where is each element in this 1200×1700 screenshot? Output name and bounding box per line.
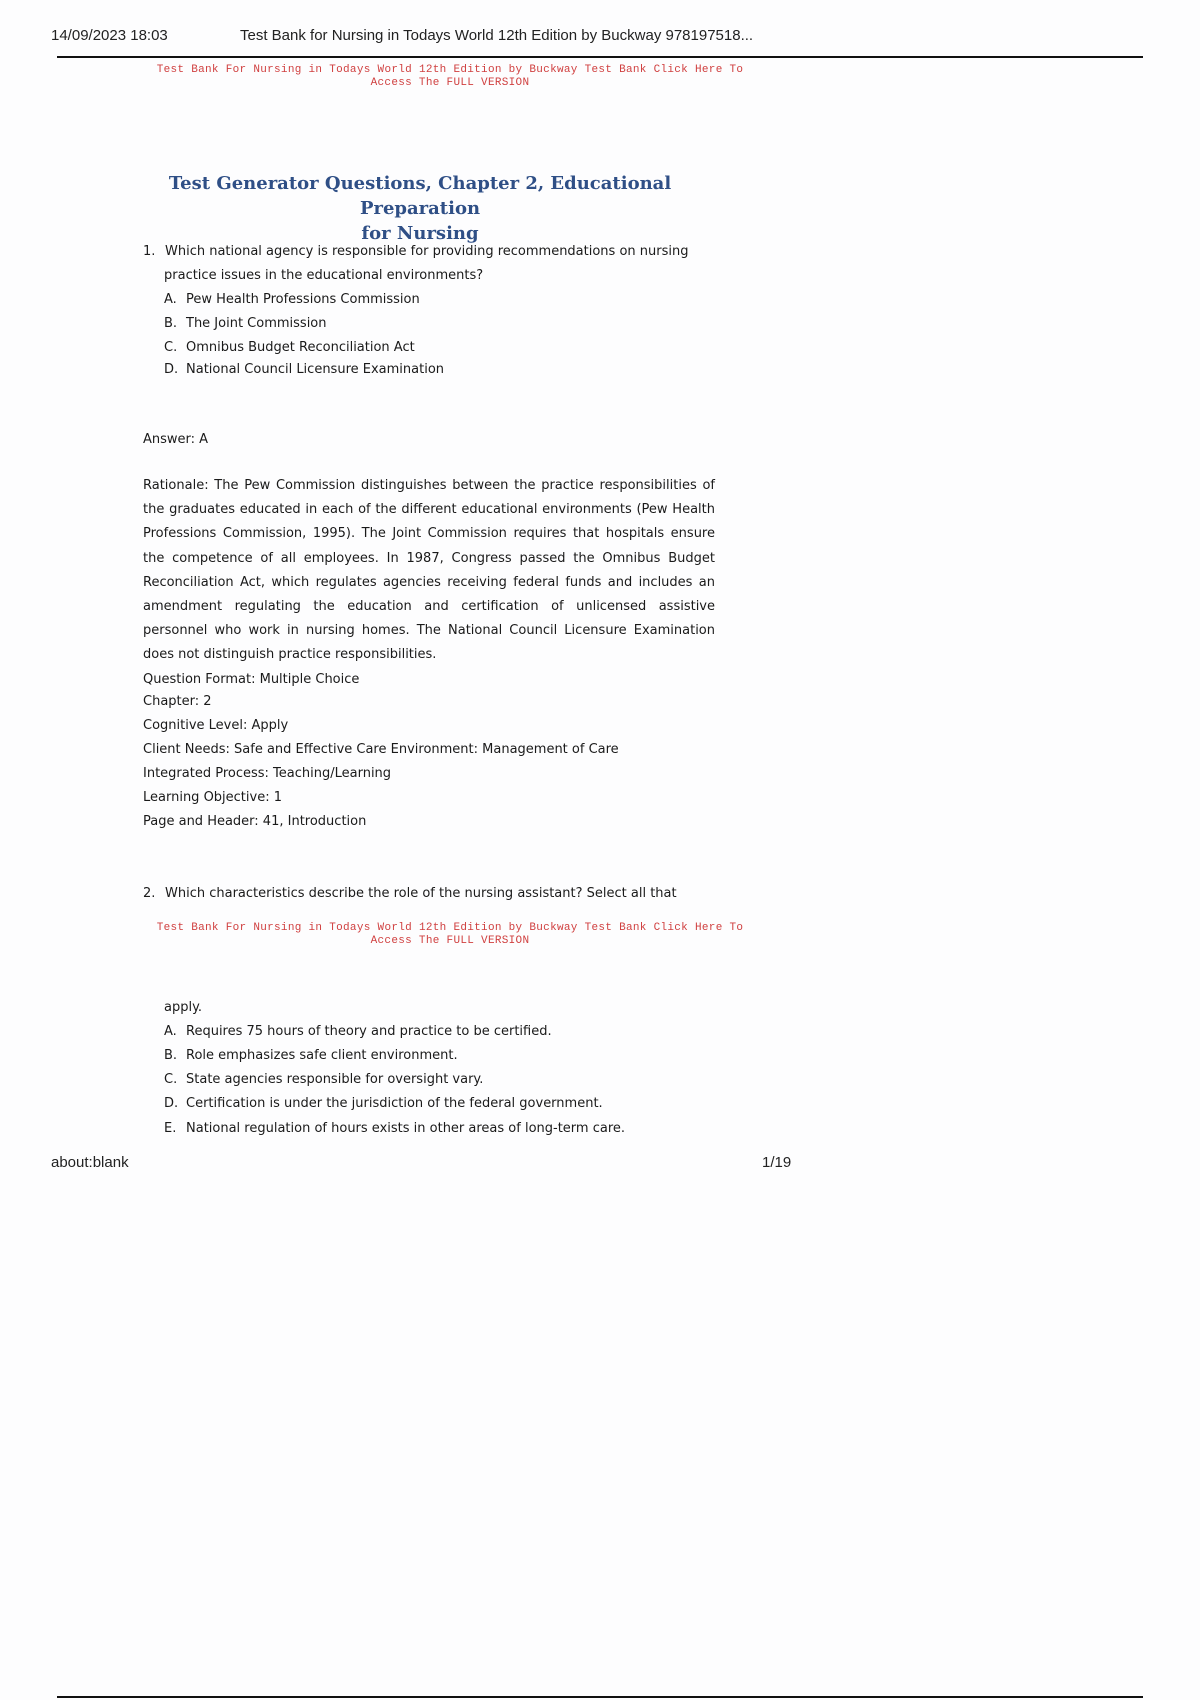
question-1-option-d [164, 358, 444, 382]
meta-chapter: Chapter: 2 [143, 694, 212, 709]
meta-question-format: Question Format: Multiple Choice [143, 672, 360, 687]
print-page-number: 1/19 [762, 1154, 792, 1171]
question-1-text-line-2: practice issues in the educational environments? [164, 268, 484, 283]
question-1-option-a [164, 288, 420, 312]
option-letter: B. [164, 1048, 178, 1063]
watermark-line-1[interactable]: Test Bank For Nursing in Todays World 12th Edition by Buckway Test Bank Click Here To [156, 64, 744, 76]
meta-page-header: Page and Header: 41, Introduction [143, 814, 367, 829]
print-datetime: 14/09/2023 18:03 [51, 27, 168, 44]
watermark-top[interactable] [60, 64, 840, 90]
option-letter: D. [164, 1096, 179, 1111]
option-letter: C. [164, 340, 178, 355]
watermark-line-2[interactable]: Access The FULL VERSION [370, 935, 530, 947]
question-2-number: 2. [143, 886, 156, 901]
question-1-rationale: Rationale: The Pew Commission distinguishes between the practice responsibilities of the graduates educated in each of the different educational environments (Pew Health Professions Commission, 1995). The Joint Commission requires that hospitals ensure the competence of all employees. In 1987, Congress passed the Omnibus Budget Reconciliation Act, which regulates agencies receiving federal funds and includes an amendment regulating the education and certification of unlicensed assistive personnel who work in nursing homes. The National Council Licensure Examination does not distinguish practice responsibilities. [143, 478, 715, 663]
question-2-text-line-1: Which characteristics describe the role of the nursing assistant? Select all that [165, 886, 677, 901]
option-letter: C. [164, 1072, 178, 1087]
question-2-option-b [164, 1044, 458, 1068]
question-2-text-line-2: apply. [164, 1000, 203, 1015]
document-title-line-2: for Nursing [361, 223, 479, 244]
meta-integrated-process: Integrated Process: Teaching/Learning [143, 766, 392, 781]
question-2-option-c [164, 1068, 483, 1092]
option-text: Certification is under the jurisdiction of the federal government. [186, 1096, 603, 1111]
option-text: National regulation of hours exists in other areas of long-term care. [186, 1121, 626, 1136]
meta-client-needs: Client Needs: Safe and Effective Care Environment: Management of Care [143, 742, 619, 757]
question-1-stem [143, 240, 688, 264]
document-title [120, 171, 720, 246]
question-1-text-line-1: Which national agency is responsible for providing recommendations on nursing [165, 244, 689, 259]
question-1-number: 1. [143, 244, 156, 259]
print-page-title: Test Bank for Nursing in Todays World 12th Edition by Buckway 978197518... [240, 27, 754, 44]
question-2-option-d [164, 1092, 603, 1116]
document-title-line-1: Test Generator Questions, Chapter 2, Educational Preparation [168, 173, 672, 219]
question-2-option-a [164, 1020, 552, 1044]
option-text: Requires 75 hours of theory and practice to be certified. [186, 1024, 552, 1039]
option-text: Omnibus Budget Reconciliation Act [186, 340, 415, 355]
print-footer-url: about:blank [51, 1154, 129, 1171]
watermark-middle[interactable] [60, 922, 840, 948]
option-text: State agencies responsible for oversight vary. [186, 1072, 484, 1087]
option-letter: A. [164, 292, 177, 307]
bottom-divider [57, 1696, 1143, 1698]
option-letter: E. [164, 1121, 177, 1136]
question-1-answer: Answer: A [143, 432, 209, 447]
watermark-line-2[interactable]: Access The FULL VERSION [370, 77, 530, 89]
meta-learning-objective: Learning Objective: 1 [143, 790, 282, 805]
header-divider [57, 56, 1143, 58]
option-text: Pew Health Professions Commission [186, 292, 420, 307]
option-letter: B. [164, 316, 178, 331]
question-2-option-e [164, 1117, 625, 1141]
question-1-option-c [164, 336, 415, 360]
option-letter: A. [164, 1024, 177, 1039]
option-text: Role emphasizes safe client environment. [186, 1048, 458, 1063]
option-letter: D. [164, 362, 179, 377]
option-text: National Council Licensure Examination [186, 362, 445, 377]
meta-cognitive-level: Cognitive Level: Apply [143, 718, 289, 733]
watermark-line-1[interactable]: Test Bank For Nursing in Todays World 12th Edition by Buckway Test Bank Click Here To [156, 922, 744, 934]
question-2-stem [143, 882, 677, 906]
option-text: The Joint Commission [186, 316, 327, 331]
question-1-option-b [164, 312, 327, 336]
